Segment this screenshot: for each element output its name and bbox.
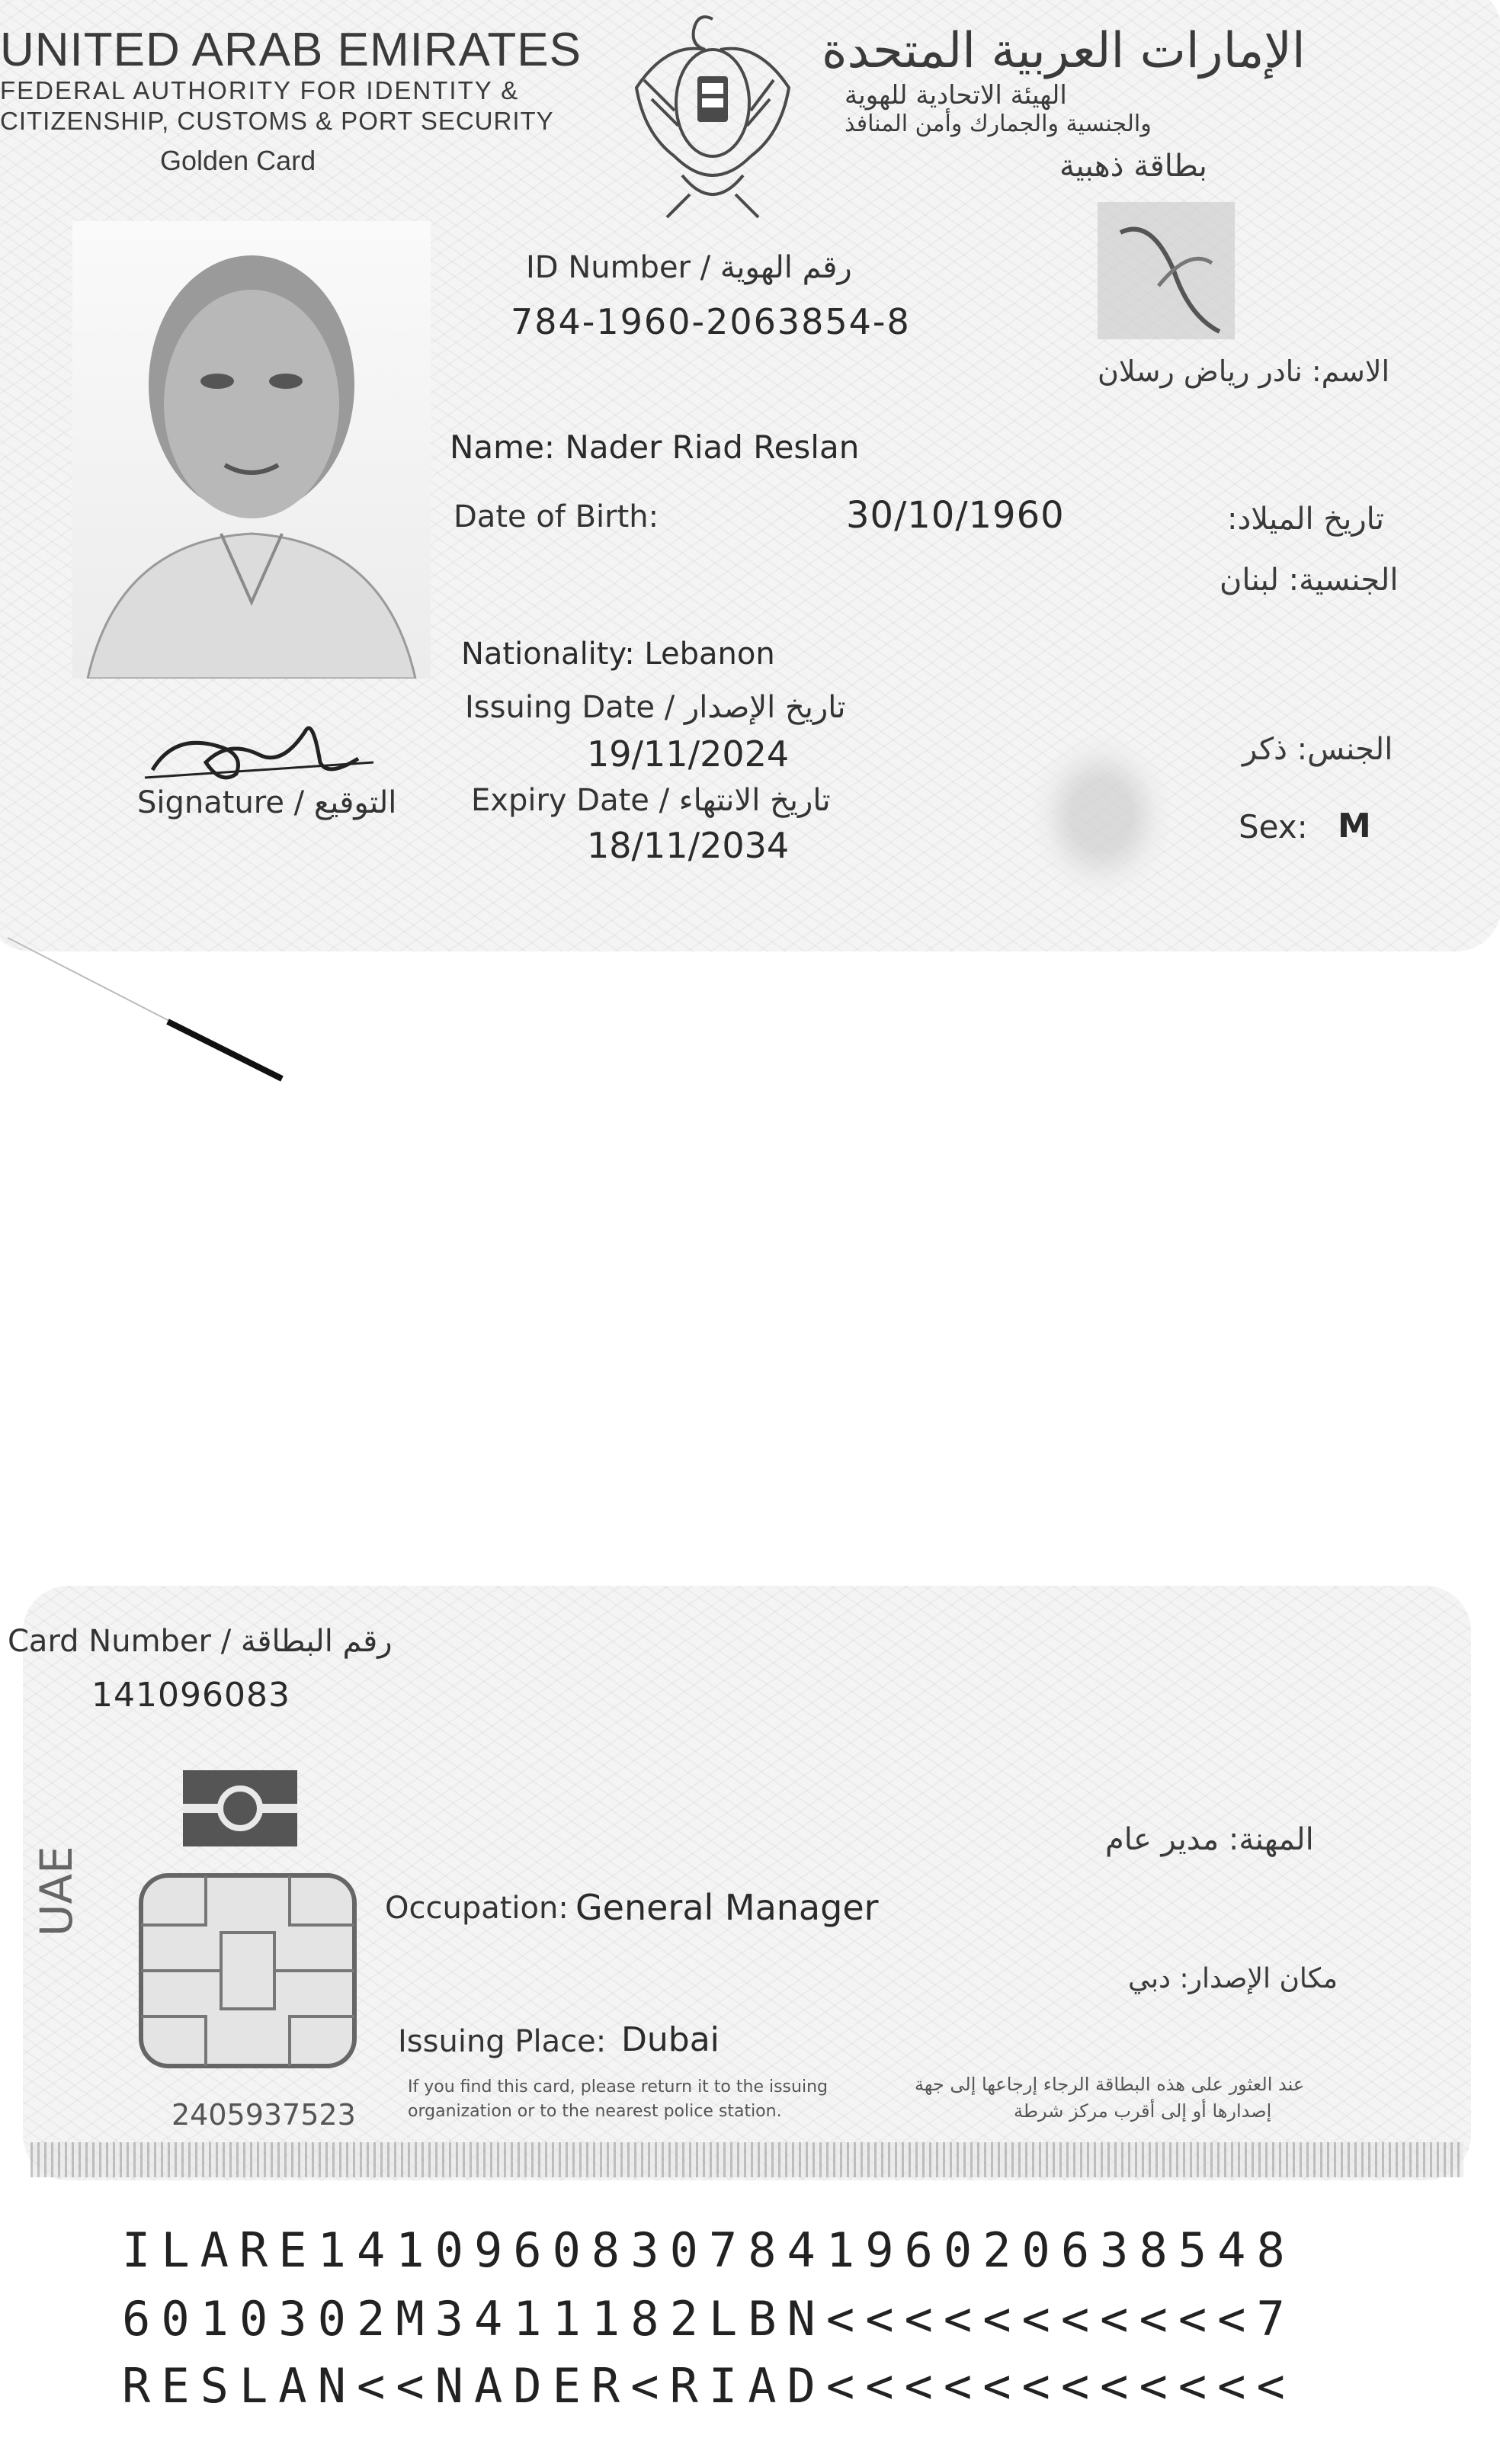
name-en: Name: Nader Riad Reslan xyxy=(450,428,860,466)
authority-ar-line1: الهيئة الاتحادية للهوية xyxy=(845,80,1067,111)
id-number-value: 784-1960-2063854-8 xyxy=(511,301,911,342)
sex-value: M xyxy=(1338,807,1371,845)
mrz-line-2: 6010302M3411182LBN<<<<<<<<<<<7 xyxy=(122,2291,1296,2347)
nationality-ar: الجنسية: لبنان xyxy=(1220,563,1399,598)
falcon-emblem-icon xyxy=(621,4,804,225)
contactless-symbol xyxy=(183,1770,297,1846)
return-notice-en-line2: organization or to the nearest police station. xyxy=(408,2102,782,2121)
hologram-icon xyxy=(1098,202,1235,339)
country-name-ar: الإمارات العربية المتحدة xyxy=(822,23,1306,79)
nationality-en: Nationality: Lebanon xyxy=(461,637,775,672)
authority-ar-line2: والجنسية والجمارك وأمن المنافذ xyxy=(845,111,1152,137)
issuing-place-ar: مكان الإصدار: دبي xyxy=(1128,1963,1338,1994)
pen-mark xyxy=(0,922,290,1090)
uae-vertical-text: UAE xyxy=(30,1846,82,1936)
country-name-en: UNITED ARAB EMIRATES xyxy=(0,24,582,76)
authority-en-line2: CITIZENSHIP, CUSTOMS & PORT SECURITY xyxy=(0,107,554,135)
card-type-ar: بطاقة ذهبية xyxy=(1059,149,1207,184)
return-notice-en-line1: If you find this card, please return it to the issuing xyxy=(408,2077,828,2097)
chip-number: 2405937523 xyxy=(171,2098,356,2132)
card-type-en: Golden Card xyxy=(160,145,316,176)
id-number-label: ID Number / رقم الهوية xyxy=(526,250,852,285)
uae-emblem xyxy=(621,4,804,225)
mrz-line-1: ILARE1410960830784196020638548 xyxy=(122,2222,1296,2278)
signature-scribble-icon xyxy=(130,701,389,793)
signature xyxy=(130,701,389,793)
dob-label: Date of Birth: xyxy=(454,499,659,534)
expiry-date-label: Expiry Date / تاريخ الانتهاء xyxy=(471,783,831,818)
dob-label-ar: تاريخ الميلاد: xyxy=(1227,502,1384,537)
mrz-line-3: RESLAN<<NADER<RIAD<<<<<<<<<<<< xyxy=(122,2358,1296,2414)
name-ar: الاسم: نادر رياض رسلان xyxy=(1098,355,1390,388)
signature-label: Signature / التوقيع xyxy=(137,785,397,820)
card-number-label: Card Number / رقم البطاقة xyxy=(8,1624,393,1659)
portrait-image xyxy=(72,221,431,679)
ghost-photo xyxy=(1029,732,1174,900)
contactless-icon xyxy=(183,1770,297,1846)
occupation-value: General Manager xyxy=(575,1887,879,1928)
issuing-place-value: Dubai xyxy=(621,2020,720,2059)
return-notice-ar-line1: عند العثور على هذه البطاقة الرجاء إرجاعها إلى جهة xyxy=(915,2074,1305,2095)
sex-ar: الجنس: ذكر xyxy=(1242,732,1393,767)
security-stripe xyxy=(30,2142,1463,2177)
chip xyxy=(137,1872,358,2070)
return-notice-ar-line2: إصدارها أو إلى أقرب مركز شرطة xyxy=(1014,2100,1272,2122)
authority-en-line1: FEDERAL AUTHORITY FOR IDENTITY & xyxy=(0,76,520,104)
occupation-label: Occupation: xyxy=(385,1891,569,1926)
issuing-place-label: Issuing Place: xyxy=(398,2024,607,2059)
holder-photo xyxy=(72,221,431,679)
dob-value: 30/10/1960 xyxy=(846,494,1065,537)
pen-stroke-icon xyxy=(0,922,290,1090)
sex-label: Sex: xyxy=(1239,808,1308,845)
occupation-ar: المهنة: مدير عام xyxy=(1105,1822,1314,1857)
issuing-date-label: Issuing Date / تاريخ الإصدار xyxy=(465,690,846,725)
hologram xyxy=(1098,202,1235,339)
card-number-value: 141096083 xyxy=(91,1676,290,1715)
chip-icon xyxy=(137,1872,358,2070)
issuing-date-value: 19/11/2024 xyxy=(587,733,790,775)
expiry-date-value: 18/11/2034 xyxy=(587,825,790,866)
